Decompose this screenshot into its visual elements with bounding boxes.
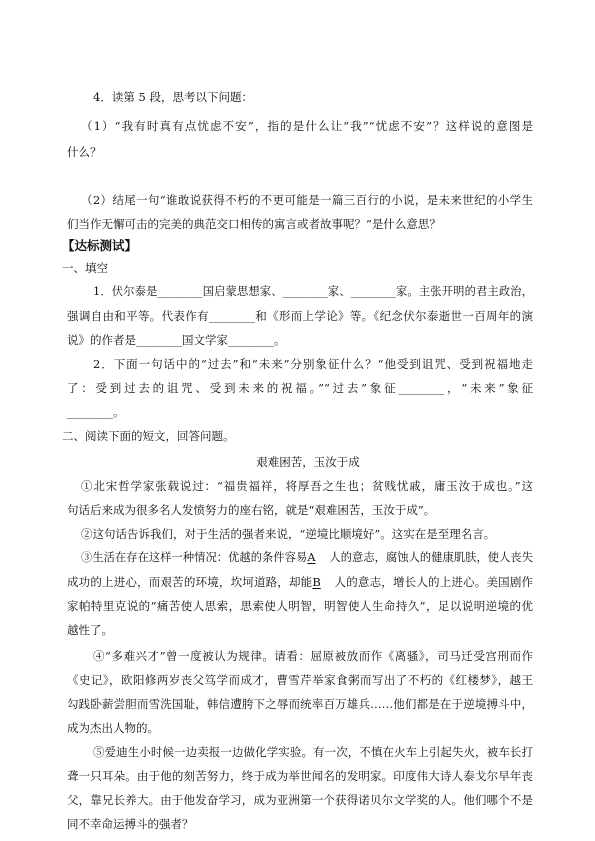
question-4-sub1-line: （1）“我有时真有点忧虑不安”，指的是什么让“我”“忧虑不安”？这样说的意图是 [81, 119, 533, 133]
passage-paragraph-line: 《史记》，欧阳修两岁丧父笃学而成才，曹雪芹举家食粥而写出了不朽的《红楼梦》，越王 [67, 673, 533, 687]
part2-heading: 二、阅读下面的短文，回答问题。 [62, 429, 235, 443]
passage-paragraph-line: 父，靠兄长养大。由于他发奋学习，成为亚洲第一个获得诺贝尔文学奖的人。他们哪个不是 [67, 793, 533, 807]
passage-paragraph-line: ⑤爱迪生小时候一边卖报一边做化学实验。有一次，不慎在火车上引起失火，被车长打 [93, 745, 533, 759]
fill-item-2-line: 了：受到过去的诅咒、受到未来的祝福。”“过去”象征________，“未来”象征 [67, 381, 533, 395]
blank-a: A [307, 551, 316, 564]
paragraph-text: 人的意志，增长人的上进心。美国剧作 [334, 575, 533, 589]
passage-paragraph-line: ④“多难兴才”曾一度被认为规律。请看：屈原被放而作《离骚》，司马迁受宫刑而作 [93, 649, 533, 663]
paragraph-text: 成功的上进心，而艰苦的环境，坎坷道路，却能 [67, 575, 313, 589]
passage-paragraph-line: 家帕特里克说的“痛苦使人思索，思索使人明智，明智使人生命持久”，足以说明逆境的优 [67, 599, 533, 613]
fill-item-2-line: 2．下面一句话中的“过去”和“未来”分别象征什么？“他受到诅咒、受到祝福地走 [93, 357, 533, 371]
passage-paragraph-line: 句话后来成为很多名人发愤努力的座右铭，就是“艰难困苦，玉汝于成”。 [67, 503, 436, 517]
question-4-sub2-line: （2）结尾一句“谁敢说获得不朽的不更可能是一篇三百行的小说，是未来世纪的小学生 [81, 193, 533, 207]
fill-item-1-line: 说》的作者是________国文学家________。 [67, 333, 286, 347]
passage-paragraph-line: 勾践卧薪尝胆而雪洗国耻，韩信遭胯下之辱而统率百万雄兵……他们都是在于逆境搏斗中， [67, 697, 533, 711]
question-4-prompt: 4．读第 5 段，思考以下问题： [93, 90, 253, 104]
passage-paragraph-line: 同不幸命运搏斗的强者？ [67, 817, 194, 831]
fill-item-1-line: 1．伏尔泰是________国启蒙思想家、________家、________家。主张开明的君主政治， [93, 285, 533, 298]
blank-b: B [312, 575, 321, 589]
question-4-sub1-line: 什么？ [67, 145, 102, 159]
passage-paragraph-line: ②这句话告诉我们，对于生活的强者来说，“逆境比顺境好”。这实在是至理名言。 [81, 527, 496, 541]
fill-item-2-line: ________。 [67, 405, 125, 419]
question-4-sub2-line: 们当作无懈可击的完美的典范交口相传的寓言或者故事呢？”是什么意思？ [67, 217, 441, 231]
passage-paragraph-line [67, 574, 533, 590]
passage-paragraph-line: 越性了。 [67, 623, 113, 637]
passage-title: 艰难困苦，玉汝于成 [256, 455, 360, 469]
passage-paragraph-line: ①北宋哲学家张载说过：“福贵福祥，将厚吾之生也；贫贱忧戚，庸玉汝于成也。”这 [81, 479, 533, 493]
passage-paragraph-line: 聋一只耳朵。由于他的刻苦努力，终于成为举世闻名的发明家。印度伟大诗人泰戈尔早年丧 [67, 769, 533, 783]
paragraph-text: 人的意志，腐蚀人的健康肌肤，使人丧失 [329, 551, 533, 564]
passage-paragraph-line [81, 550, 533, 566]
paragraph-text: ③生活在存在这样一种情况：优越的条件容易 [81, 551, 308, 564]
passage-paragraph-line: 成为杰出人物的。 [67, 721, 159, 735]
part1-heading: 一、填空 [62, 261, 108, 275]
section-title: 【达标测试】 [62, 238, 138, 253]
fill-item-1-line: 强调自由和平等。代表作有________和《形而上学论》等。《纪念伏尔泰逝世一百周年的演 [67, 309, 533, 323]
